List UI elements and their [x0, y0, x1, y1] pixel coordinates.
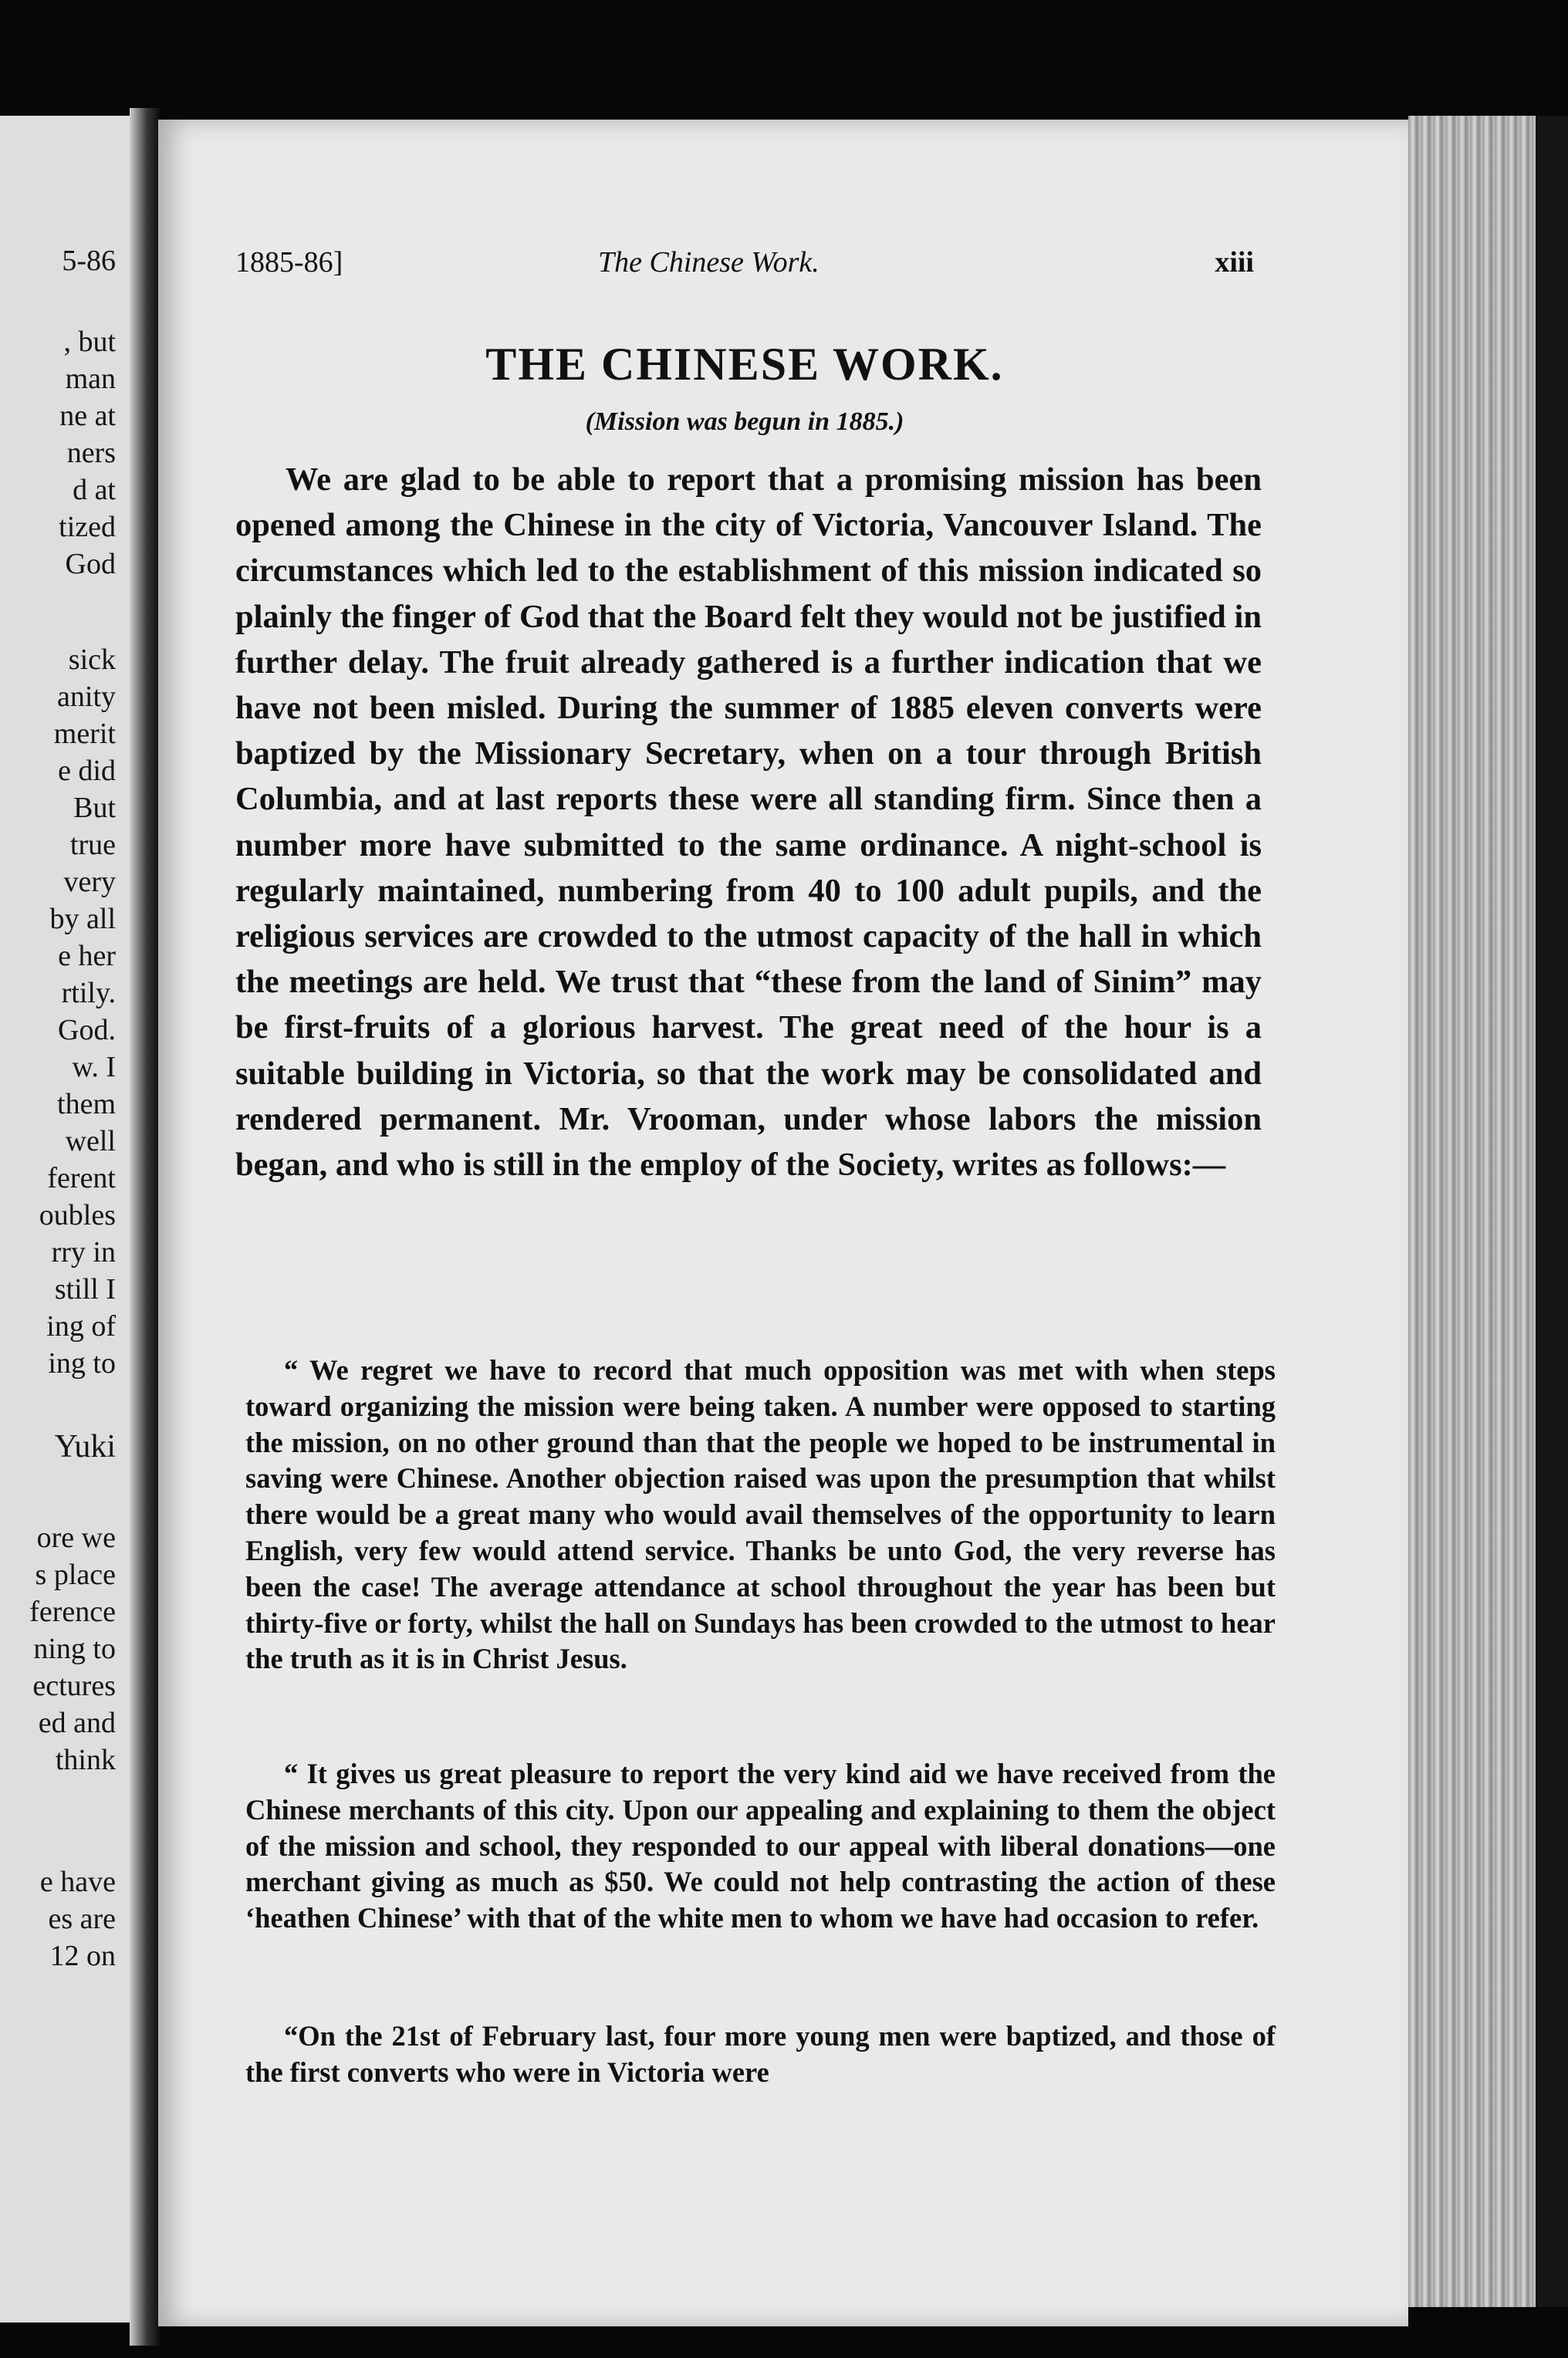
left-page-text-fragment: God: [65, 548, 116, 580]
left-page-text-fragment: very: [63, 866, 116, 898]
left-page-text-fragment: still I: [54, 1273, 116, 1306]
header-section-title: The Chinese Work.: [598, 246, 819, 279]
left-page-text-fragment: them: [57, 1088, 116, 1120]
left-page-text-fragment: 12 on: [49, 1940, 116, 1972]
left-page-text-fragment: ectures: [32, 1670, 116, 1702]
left-page-text-fragment: man: [65, 363, 116, 395]
left-page-text-fragment: ing to: [48, 1347, 116, 1380]
left-page-text-fragment: by all: [49, 903, 116, 935]
left-page-text-fragment: 5-86: [62, 245, 116, 277]
left-page-text-fragment: ing of: [46, 1310, 116, 1343]
left-page-text-fragment: w. I: [72, 1051, 116, 1083]
left-page-text-fragment: ference: [29, 1596, 116, 1628]
header-year-range: 1885-86]: [235, 246, 343, 279]
left-page-text-fragment: oubles: [39, 1199, 116, 1231]
left-page-text-fragment: Yuki: [54, 1429, 116, 1464]
left-page-text-fragment: ners: [66, 437, 116, 469]
left-page-text-fragment: ne at: [59, 400, 116, 432]
left-page-text-fragment: e did: [58, 755, 116, 787]
page-edges: [1408, 116, 1543, 2307]
left-page-text-fragment: well: [65, 1125, 116, 1157]
left-page-text-fragment: God.: [58, 1014, 116, 1046]
left-page-text-fragment: rtily.: [61, 977, 116, 1009]
left-page-text-fragment: rry in: [51, 1236, 116, 1269]
left-page-text-fragment: tized: [59, 511, 116, 543]
left-page-text-fragment: ed and: [38, 1707, 116, 1739]
left-page-text-fragment: merit: [53, 718, 116, 750]
left-page-fragment: [0, 116, 139, 2323]
left-page-text-fragment: ore we: [36, 1522, 116, 1554]
running-header: [235, 245, 1254, 289]
page-number: xiii: [1215, 246, 1254, 279]
left-page-text-fragment: ferent: [47, 1162, 116, 1194]
article-subtitle: (Mission was begun in 1885.): [585, 407, 904, 436]
left-page-text-fragment: d at: [73, 474, 116, 506]
left-page-text-fragment: ning to: [33, 1633, 116, 1665]
body-paragraph: We are glad to be able to report that a promising mission has been opened among the Chinese in the city of Victoria, Vancouver Island. The circumstances which led to the establishment of this mission indicated so plainly the finger of God that the Board felt they would not be justified in further delay. The fruit already gathered is a further indication that we have not been misled. During the summer of 1885 eleven converts were baptized by the Missionary Secretary, when on a tour through British Columbia, and at last reports these were all standing firm. Since then a number more have submitted to the same ordinance. A night-school is regularly maintained, numbering from 40 to 100 adult pupils, and the religious services are crowded to the utmost capacity of the hall in which the meetings are held. We trust that “these from the land of Sinim” may be first-fruits of a glorious harvest. The great need of the hour is a suitable building in Victoria, so that the work may be consolidated and rendered permanent. Mr. Vrooman, under whose labors the mission began, and who is still in the employ of the Society, writes as follows:—: [235, 461, 1262, 1184]
left-page-text-fragment: e have: [39, 1866, 116, 1898]
left-page-text-fragment: true: [69, 829, 116, 861]
left-page-text-fragment: anity: [57, 681, 116, 713]
left-page-text-fragment: s place: [35, 1559, 116, 1591]
book-gutter: [130, 108, 161, 2346]
quoted-paragraph: “ It gives us great pleasure to report the very kind aid we have received from the Chinese merchants of this city. Upon our appealing and explaining to them the object of the mission and school, they responded to our appeal with liberal donations—one merchant giving as much as $50. We could not help contrasting the action of these ‘heathen Chinese’ with that of the white men to whom we have had occasion to refer.: [245, 1758, 1276, 1934]
left-page-text-fragment: es are: [48, 1903, 116, 1935]
left-page-text-fragment: , but: [63, 326, 116, 358]
left-page-text-fragment: think: [55, 1744, 116, 1776]
right-page: [158, 120, 1408, 2326]
left-page-text-fragment: sick: [68, 644, 116, 676]
left-page-text-fragment: But: [73, 792, 116, 824]
quoted-paragraph: “On the 21st of February last, four more young men were baptized, and those of the first converts who were in Victoria were: [245, 2020, 1276, 2088]
quoted-paragraph: “ We regret we have to record that much opposition was met with when steps toward organizing the mission were being taken. A number were opposed to starting the mission, on no other ground than that the people we hoped to be instrumental in saving were Chinese. Another objection raised was upon the presumption that whilst there would be a great many who would avail themselves of the opportunity to learn English, very few would attend service. Thanks be unto God, the very reverse has been the case! The average attendance at school throughout the year has been but thirty-five or forty, whilst the hall on Sundays has been crowded to the utmost to hear the truth as it is in Christ Jesus.: [245, 1354, 1276, 1675]
left-page-text-fragment: e her: [58, 940, 116, 972]
page-edges-shadow: [1536, 116, 1568, 2307]
article-title: THE CHINESE WORK.: [485, 339, 1004, 390]
